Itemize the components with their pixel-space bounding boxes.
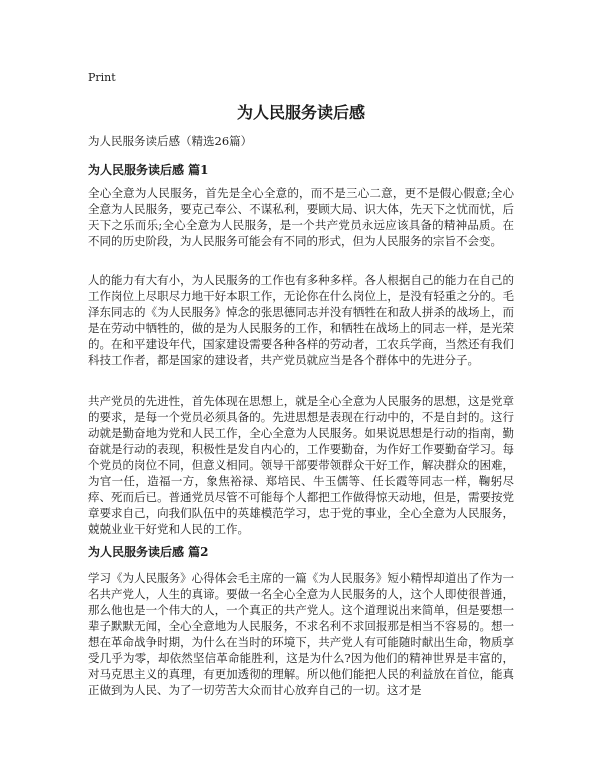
section-heading-2: 为人民服务读后感 篇2 — [88, 545, 209, 559]
paragraph: 全心全意为人民服务，首先是全心全意的，而不是三心二意，更不是假心假意;全心全意为人民服务，要克己奉公、不谋私利，要顾大局、识大体，先天下之忧而忧，后天下之乐而乐;全心全意为人民服务，是一个共产党员永远应该具备的精神品质。在不同的历史阶段，为人民服务可能会有不同的形式，但为人民服务的宗旨不会变。 — [88, 186, 514, 248]
section-heading-1: 为人民服务读后感 篇1 — [88, 163, 209, 177]
paragraph: 学习《为人民服务》心得体会毛主席的一篇《为人民服务》短小精悍却道出了作为一名共产党人，人生的真谛。要做一名全心全意为人民服务的人，这个人即使很普通，那么他也是一个伟大的人，一个真正的共产党人。这个道理说出来简单，但是要想一辈子默默无闻，全心全意地为人民服务，不求名利不求回报那是相当不容易的。想一想在革命战争时期，为什么在当时的环境下，共产党人有可能随时献出生命，物质享受几乎为零，却依然坚信革命能胜利，这是为什么?因为他们的精神世界是丰富的，对马克思主义的真理，有更加透彻的理解。所以他们能把人民的利益放在首位，能真正做到为人民、为了一切劳苦大众而甘心放弃自己的一切。这才是 — [88, 571, 514, 697]
page-title: 为人民服务读后感 — [236, 103, 365, 122]
paragraph: 共产党员的先进性，首先体现在思想上，就是全心全意为人民服务的思想，这是党章的要求，是每一个党员必须具备的。先进思想是表现在行动中的，不是自封的。这行动就是勤奋地为党和人民工作，全心全意为人民服务。如果说思想是行动的指南，勤奋就是行动的表现，积极性是发自内心的，工作要勤奋，为作好工作要勤奋学习。每个党员的岗位不同，但意义相同。领导干部要带领群众干好工作，解决群众的困难，为官一任，造福一方，象焦裕禄、郑培民、牛玉儒等、任长霞等同志一样，鞠躬尽瘁、死而后已。普通党员尽管不可能每个人都把工作做得惊天动地，但是，需要按党章要求自己，向我们队伍中的英雄模范学习，忠于党的事业，全心全意为人民服务，兢兢业业干好党和人民的工作。 — [88, 394, 514, 536]
page-subtitle: 为人民服务读后感（精选26篇） — [88, 134, 253, 148]
paragraph: 人的能力有大有小，为人民服务的工作也有多种多样。各人根据自己的能力在自己的工作岗位上尽职尽力地干好本职工作，无论你在什么岗位上，是没有轻重之分的。毛泽东同志的《为人民服务》悼念的张思德同志并没有牺牲在和敌人拼杀的战场上，而是在劳动中牺牲的，做的是为人民服务的工作，和牺牲在战场上的同志一样，是光荣的。在和平建设年代，国家建设需要各种各样的劳动者，工农兵学商，当然还有我们科技工作者，都是国家的建设者，共产党员就应当是各个群体中的先进分子。 — [88, 273, 514, 367]
print-label[interactable]: Print — [88, 71, 116, 84]
